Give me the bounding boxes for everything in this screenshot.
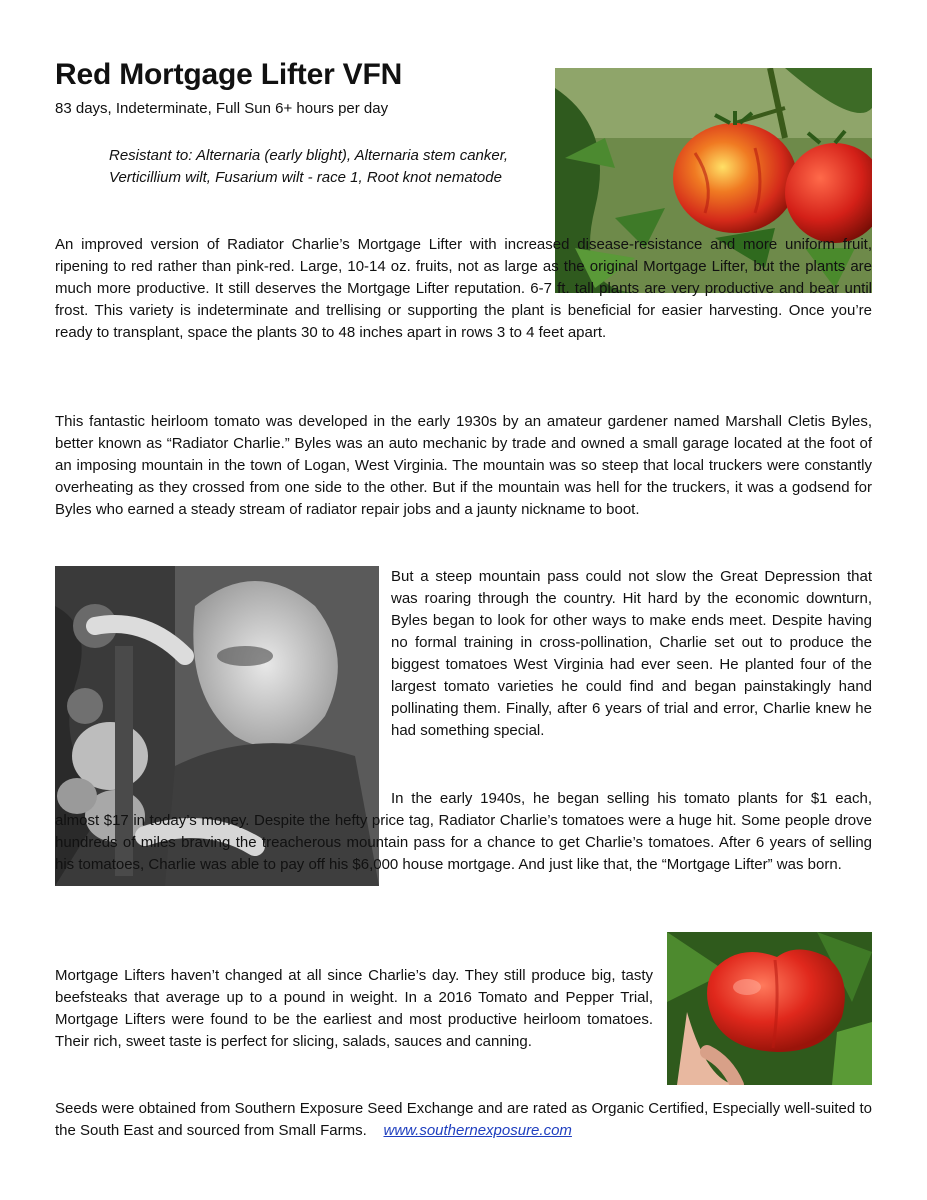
paragraph-intro: An improved version of Radiator Charlie’s Mortgage Lifter with increased disease-resistance and more uniform fruit, ripening to red rather than pink-red. Large, 10-14 oz. fruits, not as large as the original Mortgage Lifter, but the plants are much more productive. It still deserves the Mortgage Lifter reputation. 6-7 ft. tall plants are very productive and bear until frost. This variety is indeterminate and trellising or supporting the plant is beneficial for easier harvesting. Once you’re ready to transplant, space the plants 30 to 48 inches apart in rows 3 to 4 feet apart.	[55, 236, 872, 341]
paragraph-selling: In the early 1940s, he began selling his tomato plants for $1 each, almost $17 in today’s money. Despite the hefty price tag, Radiator Charlie’s tomatoes were a huge hit. Some people drove hundreds of miles braving the treacherous mountain pass for a chance to get Charlie’s tomatoes. After 6 years of selling his tomatoes, Charlie was able to pay off his $6,000 house mortgage. And just like that, the “Mortgage Lifter” was born.	[55, 790, 872, 873]
sourcing-text: Seeds were obtained from Southern Exposure Seed Exchange and are rated as Organic Certified, Especially well-suited to the South East and sourced from Small Farms.	[55, 1100, 872, 1139]
growing-info: 83 days, Indeterminate, Full Sun 6+ hours per day	[55, 100, 389, 117]
paragraph-sourcing	[55, 1098, 872, 1142]
southern-exposure-link[interactable]: www.southernexposure.com	[383, 1122, 572, 1139]
resistance-note: Resistant to: Alternaria (early blight), Alternaria stem canker, Verticillium wilt, Fusarium wilt - race 1, Root knot nematode	[109, 147, 509, 186]
paragraph-history: This fantastic heirloom tomato was developed in the early 1930s by an amateur gardener named Marshall Cletis Byles, better known as “Radiator Charlie.” Byles was an auto mechanic by trade and owned a small garage located at the foot of an imposing mountain in the town of Logan, West Virginia. The mountain was so steep that local truckers were constantly overheating as they crossed from one side to the other. But if the mountain was hell for the truckers, it was a godsend for Byles who earned a steady stream of radiator repair jobs and a jaunty nickname to boot.	[55, 413, 872, 518]
page-title: Red Mortgage Lifter VFN	[55, 58, 403, 91]
paragraph-depression: But a steep mountain pass could not slow the Great Depression that was roaring through the country. Hit hard by the economic downturn, Byles began to look for other ways to make ends meet. Despite having no formal training in cross-pollination, Charlie set out to produce the biggest tomatoes West Virginia had ever seen. He planted four of the largest tomato varieties he could find and began painstakingly hand pollinating them. Finally, after 6 years of trial and error, Charlie knew he had something special.	[391, 568, 872, 739]
paragraph-today: Mortgage Lifters haven’t changed at all since Charlie’s day. They still produce big, tasty beefsteaks that average up to a pound in weight. In a 2016 Tomato and Pepper Trial, Mortgage Lifters were found to be the earliest and most productive heirloom tomatoes. Their rich, sweet taste is perfect for slicing, salads, sauces and canning.	[55, 967, 653, 1050]
tomato-in-hand-photo	[667, 932, 872, 1085]
